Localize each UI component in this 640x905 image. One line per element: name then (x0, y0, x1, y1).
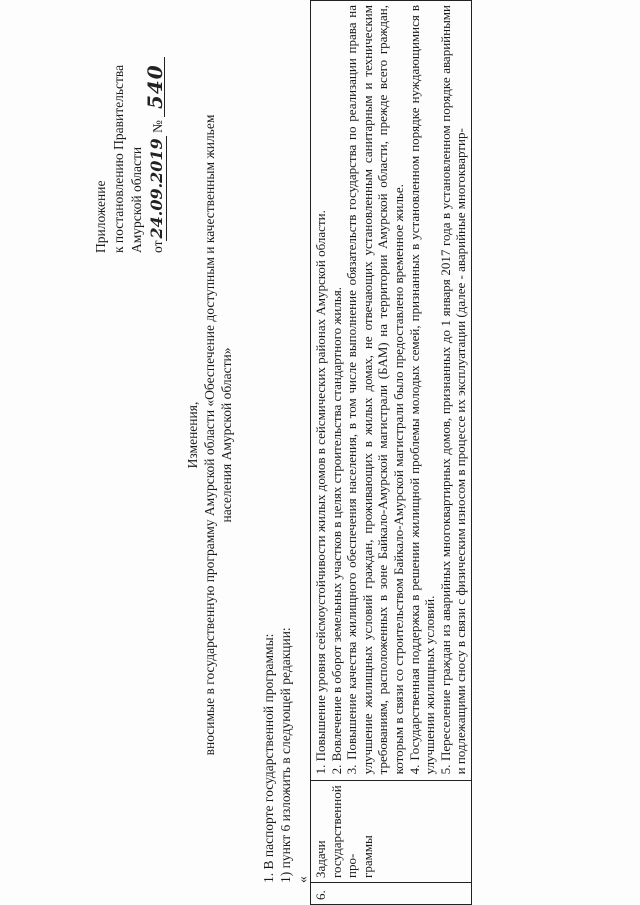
passport-table (310, 0, 472, 905)
intro-item-2: 1) пункт 6 изложить в следующей редакции: (278, 627, 293, 883)
row-tasks (311, 1, 472, 781)
intro-paragraphs (260, 187, 311, 887)
title-heading: Изменения, (185, 401, 200, 469)
annex-header (92, 3, 167, 253)
date-prefix: от (150, 240, 165, 253)
row-name (311, 781, 472, 883)
row-number: 6. (311, 883, 472, 905)
intro-item-1: 1. В паспорте государственной программы: (261, 633, 276, 883)
task-3: 3. Повышение качества жилищного обеспечения населения, в том числе выполнение обязательств государства по реализации права на улучшение жилищных условий граждан, проживающих в жилых домах, не отвечающих установленным санитарным и техническим требованиям, расположенных в зоне Байкало-Амурской магистрали (БАМ) на территории Амурской области, прежде всего граждан, которым в связи со строительством Байкало-Амурской магистрали было предоставлено временное жилье. (344, 5, 406, 775)
handwritten-date: 24.09.2019 (147, 138, 166, 239)
row-name-line-1: Задачи государственной про- (313, 785, 360, 878)
opening-quote: « (295, 876, 310, 883)
annex-date-number (143, 3, 167, 253)
task-5: 5. Переселение граждан из аварийных многоквартирных домов, признанных до 1 января 2017 года в установленном порядке аварийными и подлежащими сносу в связи с физическим износом в процессе их эксплуатации (далее - аварийные многоквартир- (437, 5, 469, 775)
table-row (311, 1, 472, 905)
row-name-line-2: граммы (359, 835, 375, 878)
title-line-2: населения Амурской области» (219, 347, 234, 523)
document-title (184, 85, 235, 785)
handwritten-number: 540 (146, 57, 165, 117)
number-label: № (150, 120, 165, 133)
annex-title: Приложение (93, 180, 108, 253)
title-line-1: вносимые в государственную программу Амурской области «Обеспечение доступным и качественным жильем (202, 114, 217, 756)
task-2: 2. Вовлечение в оборот земельных участков в целях строительства стандартного жилья. (328, 286, 344, 775)
annex-resolution: к постановлению Правительства (111, 64, 126, 253)
annex-region: Амурской области (129, 146, 144, 253)
task-4: 4. Государственная поддержка в решении жилищной проблемы молодых семей, признанных в установленном порядке нуждающимися в улучшении жилищных условий. (406, 5, 438, 775)
task-1: 1. Повышение уровня сейсмоустойчивости жилых домов в сейсмических районах Амурской области. (313, 210, 328, 775)
